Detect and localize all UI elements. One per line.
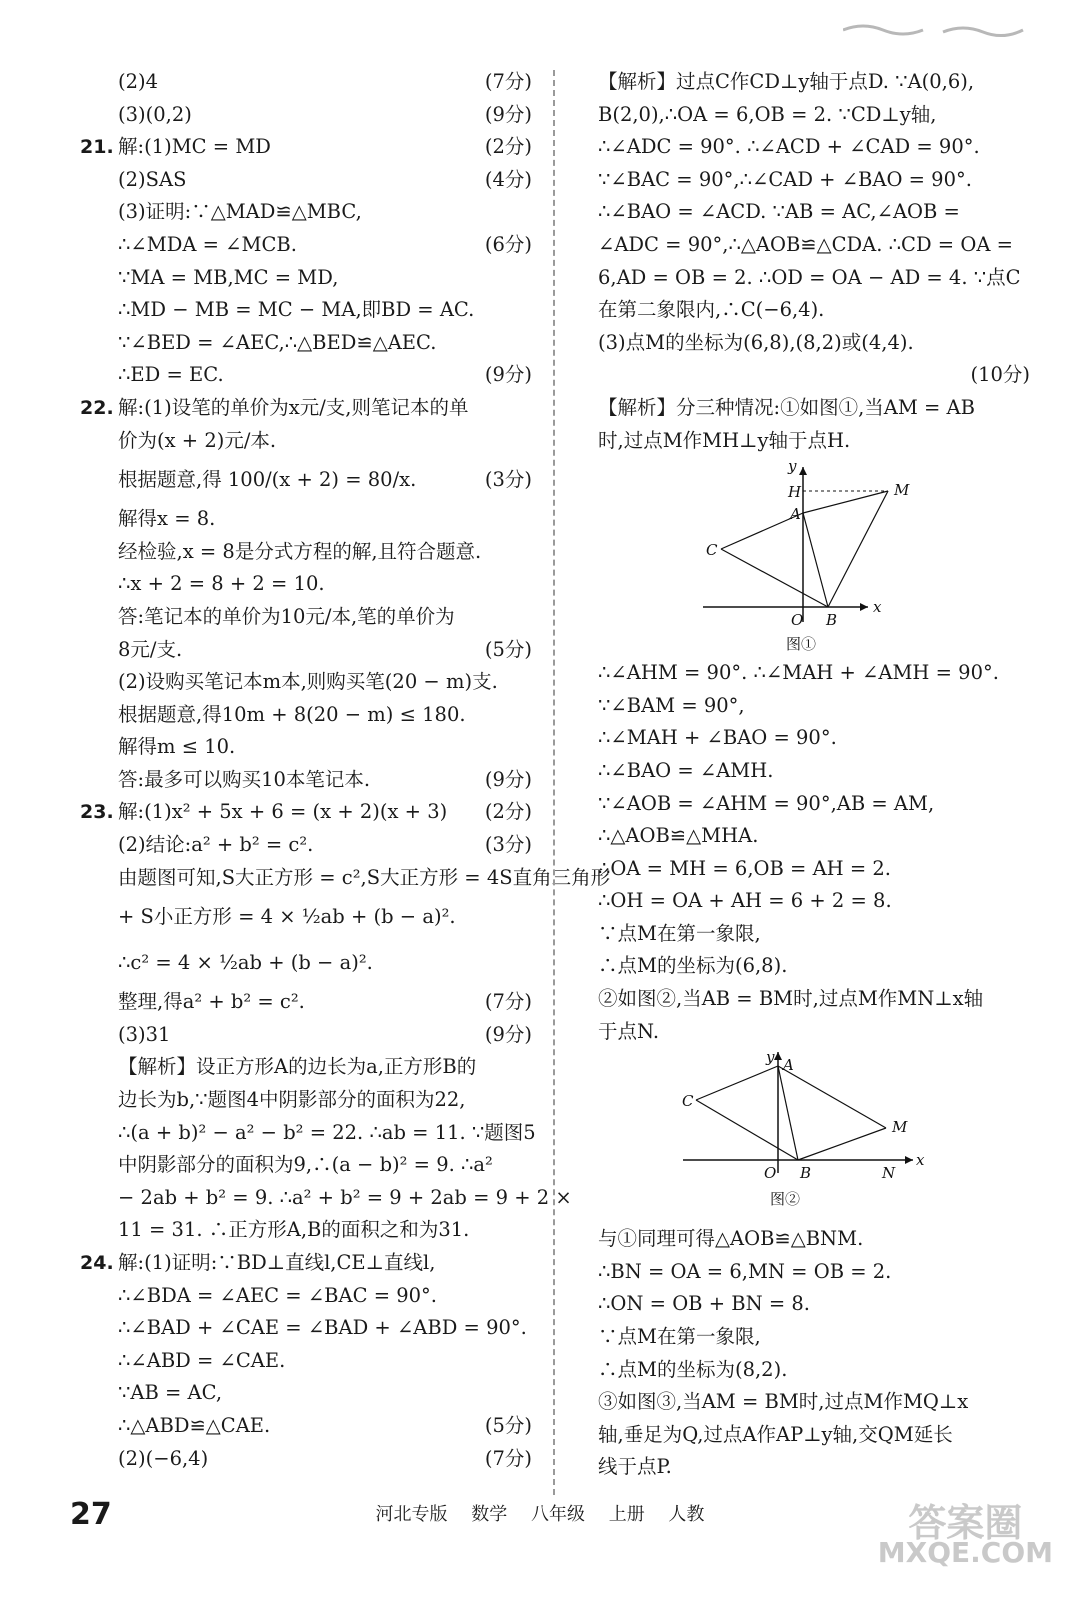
answer-text: 答:最多可以购买10本笔记本. <box>118 767 371 791</box>
answer-text: 答:笔记本的单价为10元/本,笔的单价为 <box>118 604 455 628</box>
figure-1 <box>598 457 1030 657</box>
answer-line: ∴OA = MH = 6,OB = AH = 2. <box>598 856 892 880</box>
label-o: O <box>764 1164 777 1183</box>
answer-text: ∵∠BED = ∠AEC,∴△BED≌△AEC. <box>118 330 437 354</box>
segment-cb <box>721 549 828 607</box>
answer-block-case-1-steps <box>598 657 1030 1048</box>
question-number: 21. <box>80 136 114 159</box>
label-x: x <box>873 598 882 617</box>
answer-line <box>80 1247 532 1280</box>
answer-line <box>80 457 532 503</box>
answer-line <box>80 796 532 829</box>
answer-text: 解:(1)设笔的单价为x元/支,则笔记本的单 <box>118 395 469 419</box>
score: (9分) <box>484 102 532 126</box>
answer-line: 与①同理可得△AOB≌△BNM. <box>598 1227 864 1251</box>
answer-line <box>80 601 532 634</box>
answer-line <box>80 1377 532 1410</box>
answer-line <box>80 164 532 197</box>
answer-line: ∴点M的坐标为(6,8). <box>598 954 788 978</box>
answer-text: (2)SAS <box>118 167 187 191</box>
answer-text: 解得x = 8. <box>118 507 216 531</box>
answer-line: ∴∠MAH + ∠BAO = 90°. <box>598 726 837 750</box>
score: (10分) <box>970 363 1030 387</box>
footer-text: 河北专版 数学 八年级 上册 人教 <box>375 1504 705 1525</box>
label-b: B <box>826 611 838 630</box>
answer-text: (3)(0,2) <box>118 102 192 126</box>
answer-line: 【解析】过点C作CD⊥y轴于点D. ∵A(0,6), <box>598 70 975 93</box>
answer-line <box>80 1410 532 1443</box>
answer-line: ∴∠BAO = ∠AMH. <box>598 758 774 782</box>
label-y: y <box>766 1048 775 1067</box>
score: (2分) <box>484 800 532 824</box>
answer-text: ∴x + 2 = 8 + 2 = 10. <box>118 572 325 596</box>
y-axis-arrow <box>799 467 807 475</box>
answer-line: ∴BN = OA = 6,MN = OB = 2. <box>598 1259 892 1283</box>
answer-line <box>80 764 532 797</box>
page-number: 27 <box>70 1497 112 1532</box>
segment-ab <box>803 513 828 607</box>
label-m: M <box>892 1118 908 1137</box>
y-axis-arrow <box>774 1052 782 1060</box>
score: (5分) <box>484 1413 532 1437</box>
answer-line: 【解析】分三种情况:①如图①,当AM = AB <box>598 395 975 419</box>
answer-line <box>80 503 532 536</box>
score: (7分) <box>484 1446 532 1470</box>
label-a: A <box>790 505 801 524</box>
watermark-bottom: MXQE.COM <box>877 1536 1053 1569</box>
answer-text: ∵MA = MB,MC = MD, <box>118 265 339 289</box>
score: (3分) <box>484 833 532 857</box>
answer-text: ∴∠ABD = ∠CAE. <box>118 1348 286 1372</box>
label-h: H <box>788 483 802 502</box>
answer-line: ∴ON = OB + BN = 8. <box>598 1292 810 1316</box>
answer-line <box>80 699 532 732</box>
watermark-logo <box>877 1501 1053 1569</box>
question-number: 23. <box>80 801 114 824</box>
answer-text: 整理,得a² + b² = c². <box>118 990 305 1014</box>
answer-line: ∵∠BAC = 90°,∴∠CAD + ∠BAO = 90°. <box>598 167 972 191</box>
answer-text: 根据题意,得10m + 8(20 − m) ≤ 180. <box>118 702 466 726</box>
column-divider <box>553 70 555 1495</box>
answer-line: 在第二象限内,∴C(−6,4). <box>598 298 825 322</box>
x-axis-arrow <box>860 603 868 611</box>
score: (5分) <box>484 637 532 661</box>
segment-cb <box>696 1100 798 1160</box>
answer-line: ②如图②,当AB = BM时,过点M作MN⊥x轴 <box>598 987 984 1011</box>
answer-line: 于点N. <box>598 1019 660 1043</box>
answer-line: (3)点M的坐标为(6,8),(8,2)或(4,4). <box>598 330 914 354</box>
answer-line <box>80 986 532 1019</box>
answer-line <box>80 1280 532 1313</box>
segment-am <box>778 1066 886 1128</box>
answer-line: 时,过点M作MH⊥y轴于点H. <box>598 428 851 452</box>
answer-line <box>80 1051 532 1084</box>
segment-bm <box>798 1128 886 1160</box>
answer-line <box>80 99 532 132</box>
answer-text: + S小正方形 = 4 × ½ab + (b − a)². <box>118 905 456 929</box>
answer-text: − 2ab + b² = 9. ∴a² + b² = 9 + 2ab = 9 + 2 × <box>118 1185 572 1209</box>
decorative-squiggle <box>843 18 1043 48</box>
answer-line <box>80 829 532 862</box>
answer-text: 价为(x + 2)元/本. <box>118 428 277 452</box>
answer-text: ∴∠BAD + ∠CAE = ∠BAD + ∠ABD = 90°. <box>118 1316 527 1340</box>
answer-block-case-2-3 <box>598 1223 1030 1484</box>
answer-line <box>80 1345 532 1378</box>
answer-text: 11 = 31. ∴正方形A,B的面积之和为31. <box>118 1218 470 1242</box>
score-line <box>598 359 1030 392</box>
answer-line: 6,AD = OB = 2. ∴OD = OA − AD = 4. ∵点C <box>598 265 1021 289</box>
answer-line <box>80 894 532 940</box>
answer-line: ∴△AOB≌△MHA. <box>598 824 759 848</box>
answer-line <box>80 1312 532 1345</box>
answer-text: 经检验,x = 8是分式方程的解,且符合题意. <box>118 539 482 563</box>
answer-line: 线于点P. <box>598 1455 672 1479</box>
answer-line: ∵点M在第一象限, <box>598 1325 761 1349</box>
label-n: N <box>882 1164 896 1183</box>
answer-line: ∠ADC = 90°,∴△AOB≌△CDA. ∴CD = OA = <box>598 232 1013 256</box>
answer-text: 解:(1)证明:∵BD⊥直线l,CE⊥直线l, <box>118 1251 436 1274</box>
answer-text: 中阴影部分的面积为9,∴(a − b)² = 9. ∴a² <box>118 1153 493 1177</box>
segment-mb <box>828 491 888 607</box>
answer-text: ∵AB = AC, <box>118 1381 223 1405</box>
answer-text: (3)证明:∵△MAD≌△MBC, <box>118 200 362 224</box>
label-y: y <box>788 457 797 476</box>
answer-line <box>80 536 532 569</box>
segment-ca <box>696 1066 778 1100</box>
answer-text: 解:(1)x² + 5x + 6 = (x + 2)(x + 3) <box>118 800 448 824</box>
answer-text: (3)31 <box>118 1022 171 1046</box>
segment-am <box>803 491 888 513</box>
answer-line <box>80 392 532 425</box>
answer-line <box>80 425 532 458</box>
answer-text: ∴(a + b)² − a² − b² = 22. ∴ab = 11. ∵题图5 <box>118 1120 536 1144</box>
label-o: O <box>791 611 804 630</box>
answer-text: ∴∠MDA = ∠MCB. <box>118 232 297 256</box>
answer-line <box>80 940 532 986</box>
answer-line: ∴点M的坐标为(8,2). <box>598 1357 788 1381</box>
figure-1-caption: 图① <box>786 635 817 654</box>
answer-line: ∴OH = OA + AH = 6 + 2 = 8. <box>598 889 892 913</box>
answer-line <box>80 196 532 229</box>
answer-line <box>80 1117 536 1150</box>
x-axis-arrow <box>905 1156 913 1164</box>
answer-line: ∵点M在第一象限, <box>598 921 761 945</box>
score: (7分) <box>484 70 532 93</box>
answer-text: 【解析】设正方形A的边长为a,正方形B的 <box>118 1055 477 1079</box>
answer-text: 由题图可知,S大正方形 = c²,S大正方形 = 4S直角三角形 <box>118 865 611 889</box>
label-c: C <box>682 1092 694 1111</box>
answer-block-explanation-2 <box>598 66 1030 359</box>
score: (4分) <box>484 167 532 191</box>
answer-block-case-1 <box>598 392 1030 457</box>
answer-line <box>80 1019 532 1052</box>
answer-line <box>80 568 532 601</box>
answer-text: ∴△ABD≌△CAE. <box>118 1413 271 1437</box>
label-a: A <box>783 1056 794 1075</box>
answer-line: ∵∠AOB = ∠AHM = 90°,AB = AM, <box>598 791 935 815</box>
answer-line: ∴∠ADC = 90°. ∴∠ACD + ∠CAD = 90°. <box>598 135 980 159</box>
answer-text: ∴c² = 4 × ½ab + (b − a)². <box>118 951 373 975</box>
answer-line <box>80 634 532 667</box>
question-number: 24. <box>80 1252 114 1274</box>
answer-text: 根据题意,得 100/(x + 2) = 80/x. <box>118 468 417 492</box>
answer-line <box>80 862 611 895</box>
answer-line: ∵∠BAM = 90°, <box>598 693 745 717</box>
answer-line <box>80 262 532 295</box>
answer-text: ∴MD − MB = MC − MA,即BD = AC. <box>118 298 475 322</box>
answer-line <box>80 1214 532 1247</box>
answer-line <box>80 666 532 699</box>
answer-line: ∴∠BAO = ∠ACD. ∵AB = AC,∠AOB = <box>598 200 960 224</box>
label-c: C <box>706 541 718 560</box>
figure-2 <box>598 1048 1030 1223</box>
segment-ab <box>778 1066 798 1160</box>
answer-text: 解得m ≤ 10. <box>118 735 236 759</box>
answer-text: ∴ED = EC. <box>118 363 224 387</box>
score: (9分) <box>484 363 532 387</box>
answer-line <box>80 131 532 164</box>
answer-text: (2)4 <box>118 70 159 93</box>
answer-line <box>80 66 532 99</box>
watermark-top: 答案圈 <box>908 1501 1023 1545</box>
answer-text: 解:(1)MC = MD <box>118 135 271 159</box>
score: (9分) <box>484 767 532 791</box>
answer-text: (2)结论:a² + b² = c². <box>118 833 314 857</box>
answer-line <box>80 359 532 392</box>
answer-line <box>80 1149 532 1182</box>
answer-line <box>80 1182 572 1215</box>
answer-line <box>80 229 532 262</box>
label-x: x <box>916 1151 925 1170</box>
answer-line: ∴∠AHM = 90°. ∴∠MAH + ∠AMH = 90°. <box>598 661 999 685</box>
answer-line <box>80 1084 532 1117</box>
answer-text: (2)(−6,4) <box>118 1446 209 1470</box>
answer-text: ∴∠BDA = ∠AEC = ∠BAC = 90°. <box>118 1283 438 1307</box>
answer-line: ③如图③,当AM = BM时,过点M作MQ⊥x <box>598 1390 969 1414</box>
answer-line <box>80 327 532 360</box>
figure-2-caption: 图② <box>770 1190 801 1209</box>
answer-text: 8元/支. <box>118 637 183 661</box>
answer-text: (2)设购买笔记本m本,则购买笔(20 − m)支. <box>118 670 498 694</box>
score: (7分) <box>484 990 532 1014</box>
score: (2分) <box>484 135 532 159</box>
label-b: B <box>800 1164 812 1183</box>
left-column <box>80 66 611 1475</box>
answer-line: 轴,垂足为Q,过点A作AP⊥y轴,交QM延长 <box>598 1422 953 1446</box>
right-column <box>598 66 1030 1484</box>
score: (9分) <box>484 1022 532 1046</box>
label-m: M <box>894 481 910 500</box>
answer-line <box>80 294 532 327</box>
answer-line <box>80 1443 532 1476</box>
score: (3分) <box>484 468 532 492</box>
answer-line: B(2,0),∴OA = 6,OB = 2. ∵CD⊥y轴, <box>598 102 937 126</box>
answer-text: 边长为b,∵题图4中阴影部分的面积为22, <box>118 1088 466 1112</box>
answer-line <box>80 731 532 764</box>
question-number: 22. <box>80 396 114 419</box>
score: (6分) <box>484 232 532 256</box>
